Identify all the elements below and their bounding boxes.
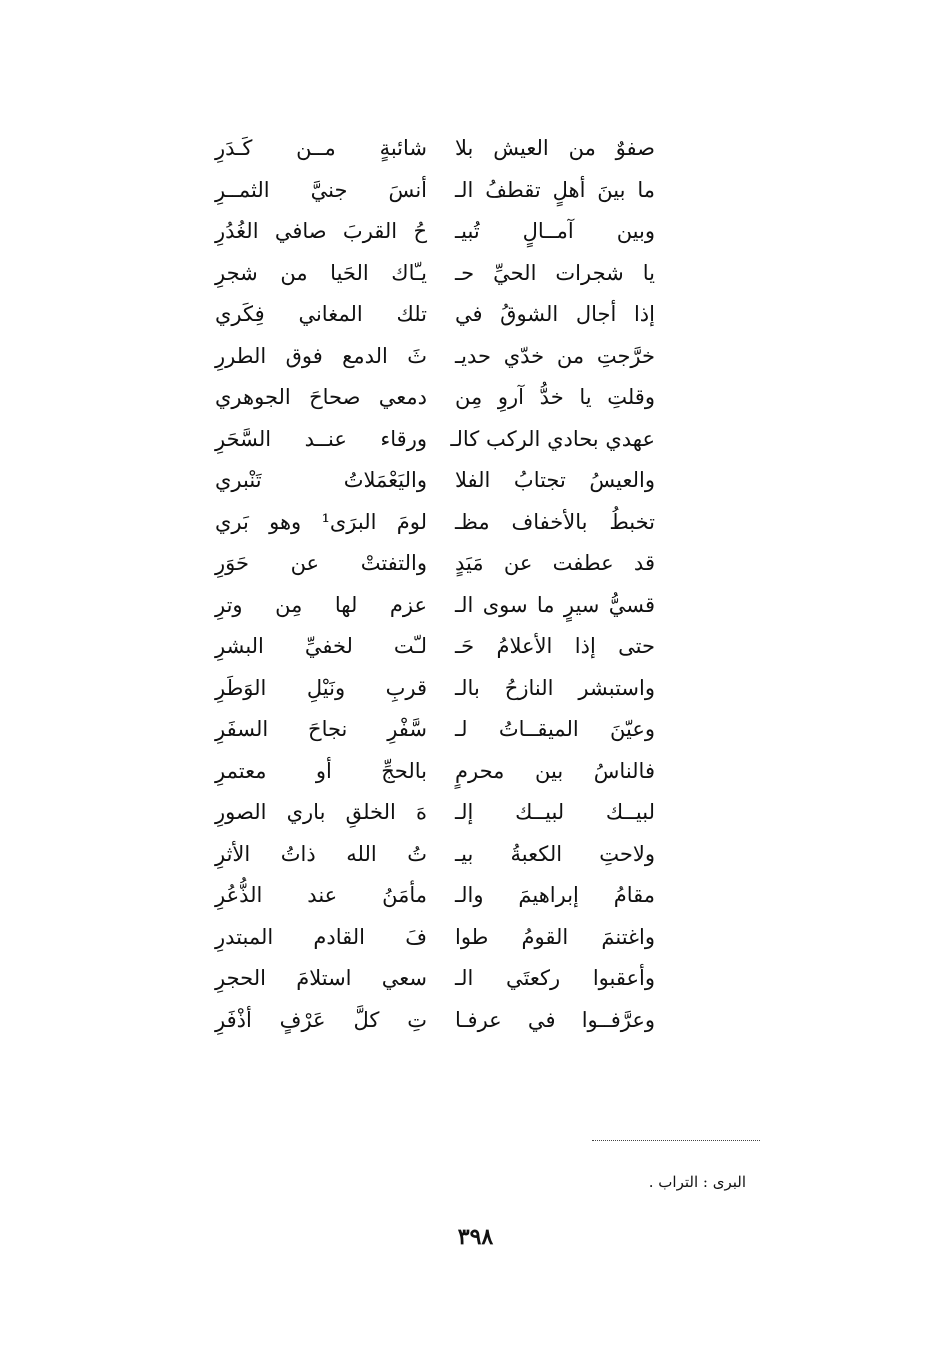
poem-verse [215, 419, 655, 461]
poem-verse [215, 460, 655, 502]
poem-verse [215, 543, 655, 585]
verse-first-hemistich: مقامُ إبراهيمَ والـ [455, 883, 655, 907]
verse-second-hemistich: لـّت لخفيِّ البشرِ [215, 634, 427, 658]
poem-verse [215, 751, 655, 793]
verse-first-hemistich: واغتنمَ القومُ طوا [455, 924, 655, 949]
verse-first-hemistich: صفوٌ من العيش بلا [455, 136, 655, 160]
poem-verse [215, 128, 655, 170]
footnote: البرى : التراب . [648, 1173, 746, 1191]
verse-first-hemistich: واستبشر النازحُ بالـ [455, 675, 655, 700]
poem-verse [215, 958, 655, 1000]
verse-second-hemistich: تِ كلَّ عَرْفٍ أذْفَرِ [215, 1007, 427, 1032]
verse-second-hemistich: واليَعْمَلاتُ تَنْبري [215, 468, 427, 492]
verse-second-hemistich: شائبةٍ مــن كَـدَرِ [215, 136, 427, 160]
verse-second-hemistich: ورقاء عنــد السَّحَرِ [215, 426, 427, 451]
verse-second-hemistich: حُ القربَ صافي الغُدُرِ [215, 219, 427, 243]
poem-verse [215, 502, 655, 544]
poem-verse [215, 626, 655, 668]
verse-second-hemistich: مأمَنُ عند الذُّعُرِ [215, 883, 427, 907]
verse-first-hemistich: قد عطفت عن مَيَدٍ [455, 551, 655, 575]
verse-second-hemistich: ثَ الدمع فوق الطررِ [215, 343, 427, 368]
verse-second-hemistich: لومَ البرَى¹ وهو بَري [215, 509, 427, 534]
verse-second-hemistich: سعي استلامَ الحجرِ [215, 966, 427, 990]
verse-second-hemistich: دمعي صحاحَ الجوهري [215, 385, 427, 409]
poem-body [215, 128, 655, 1041]
verse-first-hemistich: وأعقبوا ركعتَي الـ [455, 966, 655, 990]
poem-verse [215, 253, 655, 295]
verse-first-hemistich: وعرَّفــوا في عرفـا [455, 1007, 655, 1032]
poem-verse [215, 875, 655, 917]
verse-first-hemistich: قسيُّ سيرٍ ما سوى الـ [455, 592, 655, 617]
poem-verse [215, 709, 655, 751]
poem-verse [215, 668, 655, 710]
verse-first-hemistich: إذا أجال الشوقُ في [455, 302, 655, 326]
verse-first-hemistich: والعيسُ تجتابُ الفلا [455, 468, 655, 492]
poem-verse [215, 294, 655, 336]
verse-first-hemistich: وعيّنَ الميقــاتُ لـ [455, 717, 655, 741]
verse-first-hemistich: ولاحتِ الكعبةُ بيـ [455, 841, 655, 866]
verse-second-hemistich: هَ الخلقِ باري الصورِ [215, 800, 427, 824]
verse-first-hemistich: عهدي بحادي الركب كالـ [450, 426, 655, 451]
poem-verse [215, 377, 655, 419]
verse-second-hemistich: قربِ ونَيْلِ الوَطَرِ [215, 675, 427, 700]
verse-second-hemistich: والتفتتْ عن حَوَرِ [215, 551, 427, 575]
poem-verse [215, 170, 655, 212]
poem-verse [215, 792, 655, 834]
page-number: ٣٩٨ [457, 1224, 494, 1250]
poem-verse [215, 211, 655, 253]
verse-first-hemistich: ما بينَ أهلٍ تقطفُ الـ [455, 177, 655, 202]
verse-first-hemistich: يا شجرات الحيِّ حـ [455, 260, 655, 285]
poem-verse [215, 834, 655, 876]
verse-first-hemistich: خرَّجتِ من خدّي حديـ [455, 343, 655, 368]
verse-first-hemistich: فالناسُ بين محرمٍ [455, 758, 655, 783]
verse-first-hemistich: وقلتِ يا خدُّ آروِ مِن [455, 385, 655, 409]
verse-second-hemistich: بالحجِّ أو معتمرِ [215, 758, 427, 783]
verse-second-hemistich: يـّاك الحَيا من شجرِ [215, 260, 427, 285]
footnote-separator [592, 1140, 760, 1141]
verse-second-hemistich: عزم لها مِن وترِ [215, 592, 427, 617]
poem-verse [215, 1000, 655, 1042]
verse-second-hemistich: أنسَ جنيَّ الثمــرِ [215, 177, 427, 202]
poem-verse [215, 585, 655, 627]
verse-first-hemistich: وبين آمــالٍ تُبيـ [455, 219, 655, 243]
verse-second-hemistich: سَّفْرِ نجاحَ السفَرِ [215, 717, 427, 741]
verse-first-hemistich: لبيــك لبيــك إلـ [455, 800, 655, 824]
verse-second-hemistich: فَ القادم المبتدرِ [215, 924, 427, 949]
verse-first-hemistich: حتى إذا الأعلامُ حَـ [455, 634, 655, 658]
verse-second-hemistich: تلك المغاني فِكَري [215, 302, 427, 326]
poem-verse [215, 917, 655, 959]
verse-second-hemistich: تُ الله ذاتُ الأثرِ [215, 841, 427, 866]
verse-first-hemistich: تخبطُ بالأخفاف مظـ [455, 509, 655, 534]
poem-verse [215, 336, 655, 378]
